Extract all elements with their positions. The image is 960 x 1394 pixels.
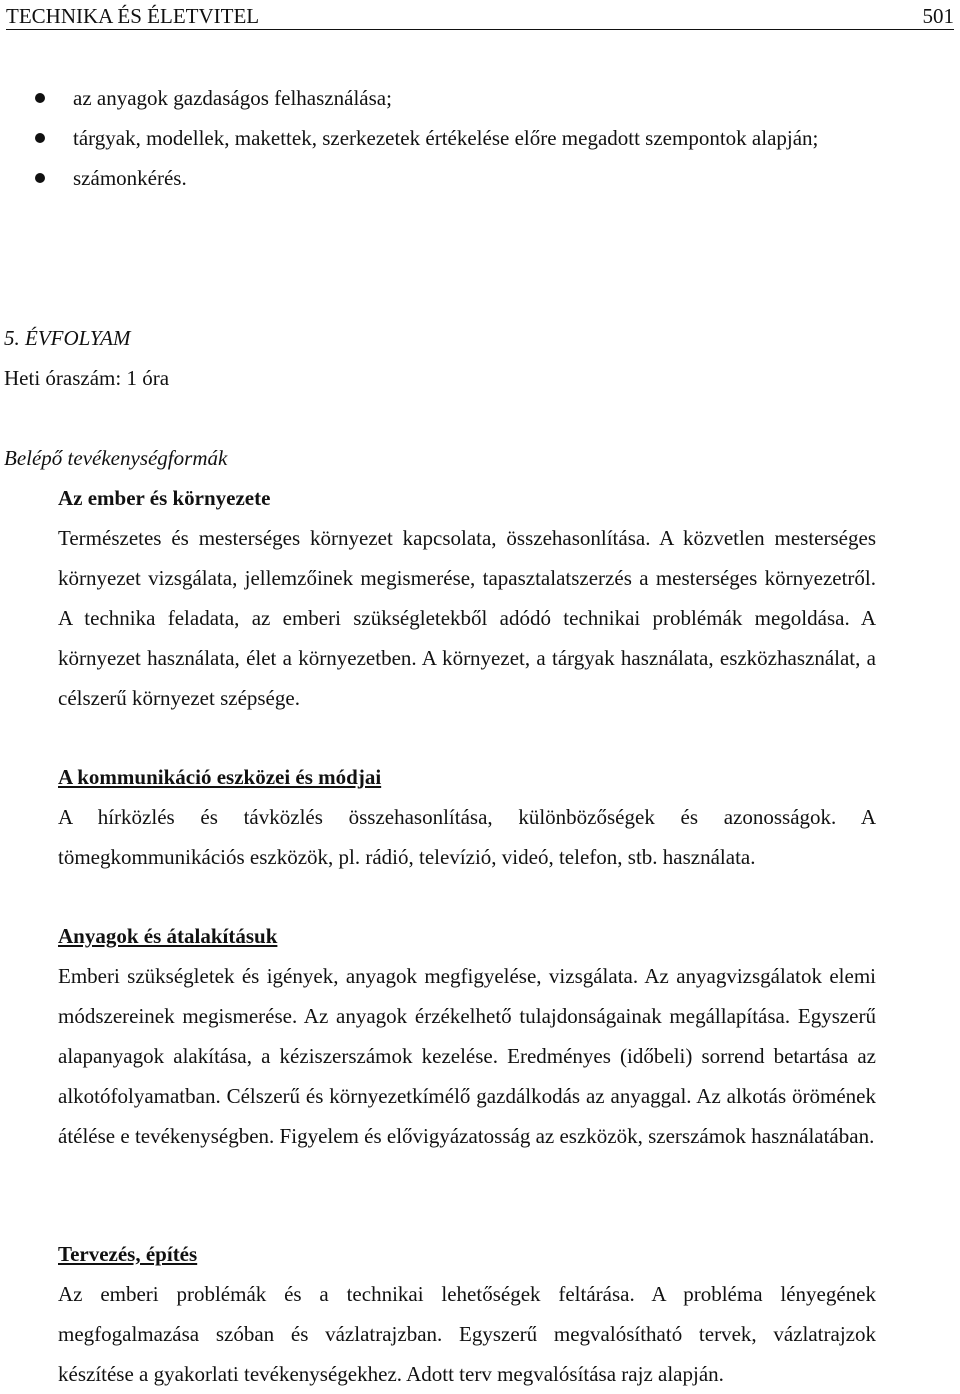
- bullet-icon: [35, 133, 45, 143]
- section-body: A hírközlés és távközlés összehasonlítása, különbözőségek és azonosságok. A tömegkommunikációs eszközök, pl. rádió, televízió, videó, telefon, stb. használata.: [58, 805, 876, 869]
- page-number: 501: [922, 4, 954, 28]
- running-header: [6, 3, 954, 30]
- entry-activities-title: Belépő tevékenységformák: [4, 446, 228, 470]
- section-title: Az ember és környezete: [58, 486, 271, 510]
- section-environment: [58, 478, 876, 718]
- header-title: TECHNIKA ÉS ÉLETVITEL: [6, 4, 260, 28]
- section-design: [58, 1234, 876, 1394]
- section-communication: [58, 757, 876, 877]
- bullet-icon: [35, 93, 45, 103]
- section-body: Emberi szükségletek és igények, anyagok megfigyelése, vizsgálata. Az anyagvizsgálatok elemi módszereinek megismerése. Az anyagok érzékelhető tulajdonságainak megállapítása. Egyszerű alapanyagok alakítása, a kéziszerszámok kezelése. Eredményes (időbeli) sorrend betartása az alkotófolyamatban. Célszerű és környezetkímélő gazdálkodás az anyaggal. Az alkotás örömének átélése e tevékenységben. Figyelem és elővigyázatosság az eszközök, szerszámok használatában.: [58, 964, 876, 1148]
- bullet-item: [0, 78, 960, 118]
- weekly-hours: Heti óraszám: 1 óra: [4, 366, 170, 390]
- section-title: Tervezés, építés: [58, 1242, 198, 1266]
- section-body: Természetes és mesterséges környezet kapcsolata, összehasonlítása. A közvetlen mesterséges környezet vizsgálata, jellemzőinek megismerése, tapasztalatszerzés a mesterséges környezetről. A technika feladata, az emberi szükségletekből adódó technikai problémák megoldása. A környezet használata, élet a környezetben. A környezet, a tárgyak használata, eszközhasználat, a célszerű környezet szépsége.: [58, 526, 876, 710]
- bullet-text: számonkérés.: [73, 166, 187, 190]
- bullet-text: az anyagok gazdaságos felhasználása;: [73, 86, 392, 110]
- bullet-text: tárgyak, modellek, makettek, szerkezetek értékelése előre megadott szempontok alapján;: [73, 126, 819, 150]
- bullet-list: [0, 78, 960, 198]
- bullet-item: [0, 118, 960, 158]
- bullet-icon: [35, 173, 45, 183]
- section-body: Az emberi problémák és a technikai lehetőségek feltárása. A probléma lényegének megfogalmazása szóban és vázlatrajzban. Egyszerű megvalósítható tervek, vázlatrajzok készítése a gyakorlati tevékenységekhez. Adott terv megvalósítása rajz alapján.: [58, 1282, 876, 1386]
- section-materials: [58, 916, 876, 1156]
- grade-heading: 5. ÉVFOLYAM: [4, 326, 131, 350]
- section-title: Anyagok és átalakításuk: [58, 924, 278, 948]
- section-title: A kommunikáció eszközei és módjai: [58, 765, 382, 789]
- bullet-item: [0, 158, 960, 198]
